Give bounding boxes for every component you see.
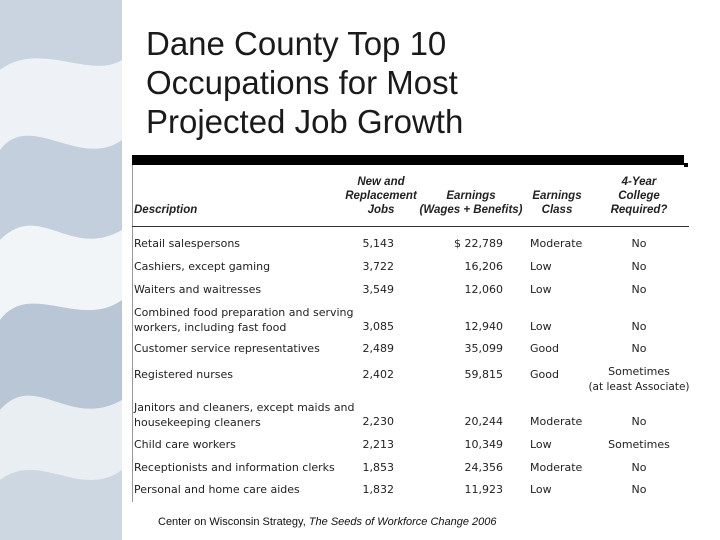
header-earnings: Earnings (Wages + Benefits): [419, 190, 523, 216]
cell-jobs: 2,213: [362, 438, 394, 451]
cell-description: Customer service representatives: [134, 342, 320, 355]
table-top-rule: [132, 155, 684, 165]
decorative-sidebar: [0, 0, 122, 540]
cell-earnings-class: Low: [530, 483, 552, 496]
table-left-rule: [132, 165, 133, 502]
cell-earnings: 12,940: [464, 320, 503, 333]
source-citation: [158, 516, 497, 528]
title-line: Dane County Top 10: [146, 25, 447, 62]
cell-college: No: [631, 415, 647, 428]
cell-earnings: 20,244: [464, 415, 503, 428]
header-earnings-class: Earnings Class: [532, 190, 582, 216]
cell-college: No: [631, 320, 647, 333]
cell-college: Sometimes: [608, 438, 670, 451]
cell-jobs: 5,143: [362, 237, 394, 250]
cell-jobs: 3,549: [362, 283, 394, 296]
cell-college: No: [631, 342, 647, 355]
title-line: Occupations for Most: [146, 64, 458, 101]
cell-earnings: 59,815: [464, 368, 503, 381]
cell-description: Janitors and cleaners, except maids and housekeeping cleaners: [134, 401, 355, 429]
cell-earnings-class: Good: [530, 368, 559, 381]
cell-earnings: 10,349: [464, 438, 503, 451]
cell-description: Child care workers: [134, 438, 236, 451]
cell-earnings: 24,356: [464, 461, 503, 474]
cell-description: Personal and home care aides: [134, 483, 300, 496]
cell-earnings-class: Moderate: [530, 415, 583, 428]
cell-jobs: 2,489: [362, 342, 394, 355]
cell-college: No: [631, 237, 647, 250]
cell-jobs: 2,230: [362, 415, 394, 428]
source-title: The Seeds of Workforce Change 2006: [308, 516, 497, 528]
cell-earnings-class: Low: [530, 320, 552, 333]
cell-college: No: [631, 260, 647, 273]
cell-earnings-class: Moderate: [530, 461, 583, 474]
cell-jobs: 2,402: [362, 368, 394, 381]
cell-college: No: [631, 483, 647, 496]
cell-jobs: 1,832: [362, 483, 394, 496]
cell-jobs: 3,722: [362, 260, 394, 273]
cell-jobs: 3,085: [362, 320, 394, 333]
cell-earnings-class: Good: [530, 342, 559, 355]
table-top-rule-shadow: [684, 163, 688, 167]
cell-jobs: 1,853: [362, 461, 394, 474]
cell-earnings: 16,206: [464, 260, 503, 273]
cell-earnings: 35,099: [464, 342, 503, 355]
cell-college: Sometimes (at least Associate): [588, 365, 690, 393]
cell-earnings-class: Low: [530, 438, 552, 451]
cell-description: Waiters and waitresses: [134, 283, 262, 296]
header-rule: [132, 226, 689, 227]
cell-earnings-class: Low: [530, 283, 552, 296]
cell-description: Combined food preparation and serving workers, including fast food: [134, 306, 354, 334]
cell-earnings-class: Low: [530, 260, 552, 273]
header-college-required: 4-Year College Required?: [610, 176, 668, 216]
cell-description: Retail salespersons: [134, 237, 241, 250]
cell-college: No: [631, 461, 647, 474]
source-prefix: Center on Wisconsin Strategy,: [158, 516, 309, 528]
cell-earnings: 12,060: [464, 283, 503, 296]
page-title: [146, 24, 686, 141]
cell-college: No: [631, 283, 647, 296]
cell-earnings: $ 22,789: [454, 237, 503, 250]
cell-description: Cashiers, except gaming: [134, 260, 271, 273]
cell-description: Registered nurses: [134, 368, 233, 381]
title-line: Projected Job Growth: [146, 103, 464, 140]
cell-earnings: 11,923: [464, 483, 503, 496]
header-description: Description: [134, 204, 198, 216]
cell-earnings-class: Moderate: [530, 237, 583, 250]
header-jobs: New and Replacement Jobs: [345, 176, 417, 216]
cell-description: Receptionists and information clerks: [134, 461, 335, 474]
